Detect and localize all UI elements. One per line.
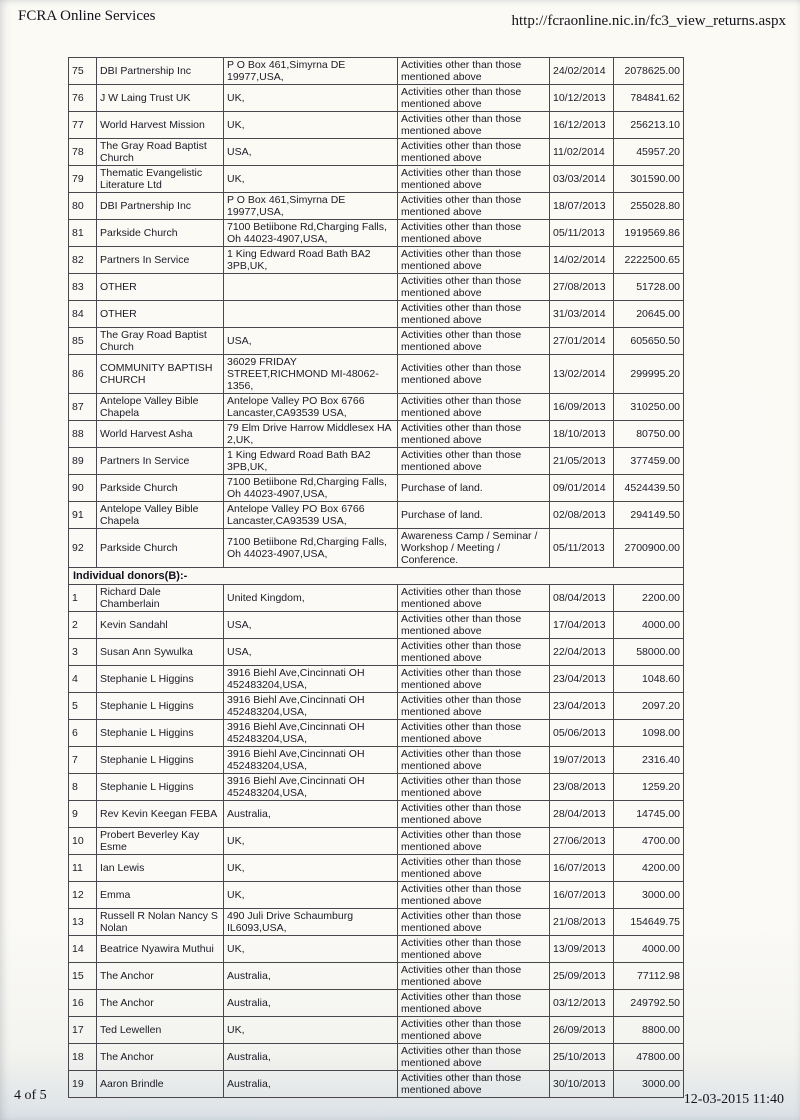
cell-name: COMMUNITY BAPTISH CHURCH [97,355,224,394]
cell-no: 75 [69,58,97,85]
cell-purpose: Activities other than those mentioned above [398,448,550,475]
print-datetime: 12-03-2015 11:40 [683,1092,784,1107]
cell-name: Probert Beverley Kay Esme [97,828,224,855]
table-row [69,936,684,963]
table-row [69,693,684,720]
cell-date: 16/07/2013 [550,855,614,882]
cell-no: 87 [69,394,97,421]
cell-amount: 154649.75 [614,909,684,936]
cell-amount: 2097.20 [614,693,684,720]
table-row [69,502,684,529]
cell-name: J W Laing Trust UK [97,85,224,112]
cell-amount: 4700.00 [614,828,684,855]
table-row [69,421,684,448]
table-row [69,774,684,801]
cell-amount: 47800.00 [614,1044,684,1071]
cell-purpose: Activities other than those mentioned above [398,421,550,448]
cell-address: 3916 Biehl Ave,Cincinnati OH 452483204,USA, [224,774,398,801]
cell-purpose: Activities other than those mentioned above [398,1071,550,1098]
table-row [69,828,684,855]
cell-date: 21/08/2013 [550,909,614,936]
table-row [69,1017,684,1044]
cell-date: 26/09/2013 [550,1017,614,1044]
cell-purpose: Activities other than those mentioned above [398,1017,550,1044]
cell-purpose: Activities other than those mentioned above [398,801,550,828]
cell-address: USA, [224,639,398,666]
cell-address: Antelope Valley PO Box 6766 Lancaster,CA93539 USA, [224,502,398,529]
cell-name: DBI Partnership Inc [97,193,224,220]
cell-date: 22/04/2013 [550,639,614,666]
cell-purpose: Activities other than those mentioned above [398,612,550,639]
cell-purpose: Purchase of land. [398,502,550,529]
cell-purpose: Activities other than those mentioned above [398,139,550,166]
cell-amount: 1098.00 [614,720,684,747]
cell-amount: 8800.00 [614,1017,684,1044]
cell-address: Australia, [224,963,398,990]
cell-no: 11 [69,855,97,882]
donor-returns-table [68,57,684,1098]
cell-purpose: Activities other than those mentioned above [398,394,550,421]
cell-name: The Gray Road Baptist Church [97,328,224,355]
cell-date: 19/07/2013 [550,747,614,774]
cell-address: UK, [224,112,398,139]
cell-address: UK, [224,936,398,963]
cell-address: 1 King Edward Road Bath BA2 3PB,UK, [224,448,398,475]
cell-amount: 256213.10 [614,112,684,139]
cell-no: 7 [69,747,97,774]
cell-amount: 51728.00 [614,274,684,301]
cell-date: 16/09/2013 [550,394,614,421]
table-row [69,328,684,355]
cell-purpose: Activities other than those mentioned above [398,639,550,666]
cell-no: 5 [69,693,97,720]
cell-no: 77 [69,112,97,139]
cell-amount: 80750.00 [614,421,684,448]
cell-address: 36029 FRIDAY STREET,RICHMOND MI-48062-1356, [224,355,398,394]
cell-purpose: Activities other than those mentioned above [398,882,550,909]
cell-name: Thematic Evangelistic Literature Ltd [97,166,224,193]
cell-amount: 605650.50 [614,328,684,355]
cell-name: Aaron Brindle [97,1071,224,1098]
cell-date: 14/02/2014 [550,247,614,274]
cell-no: 78 [69,139,97,166]
table-row [69,247,684,274]
table-row [69,855,684,882]
cell-date: 05/11/2013 [550,529,614,568]
cell-address: P O Box 461,Simyrna DE 19977,USA, [224,193,398,220]
cell-no: 10 [69,828,97,855]
cell-name: The Anchor [97,963,224,990]
cell-purpose: Activities other than those mentioned above [398,963,550,990]
cell-date: 17/04/2013 [550,612,614,639]
table-row [69,666,684,693]
cell-date: 02/08/2013 [550,502,614,529]
cell-no: 19 [69,1071,97,1098]
cell-name: Stephanie L Higgins [97,666,224,693]
table-row [69,139,684,166]
cell-amount: 784841.62 [614,85,684,112]
table-row [69,301,684,328]
cell-amount: 294149.50 [614,502,684,529]
cell-no: 84 [69,301,97,328]
cell-name: Richard Dale Chamberlain [97,585,224,612]
cell-amount: 310250.00 [614,394,684,421]
table-row [69,585,684,612]
table-row [69,1044,684,1071]
cell-amount: 14745.00 [614,801,684,828]
cell-amount: 255028.80 [614,193,684,220]
cell-name: Stephanie L Higgins [97,747,224,774]
page-number: 4 of 5 [14,1088,47,1103]
table-row [69,475,684,502]
cell-purpose: Activities other than those mentioned above [398,166,550,193]
cell-amount: 301590.00 [614,166,684,193]
cell-name: Parkside Church [97,220,224,247]
cell-no: 3 [69,639,97,666]
cell-purpose: Activities other than those mentioned above [398,774,550,801]
cell-no: 91 [69,502,97,529]
individual-donors-section-label: Individual donors(B):- [69,568,684,585]
cell-purpose: Purchase of land. [398,475,550,502]
cell-address: 3916 Biehl Ave,Cincinnati OH 452483204,USA, [224,693,398,720]
cell-date: 05/06/2013 [550,720,614,747]
cell-address: 3916 Biehl Ave,Cincinnati OH 452483204,USA, [224,720,398,747]
cell-no: 14 [69,936,97,963]
cell-address: 79 Elm Drive Harrow Middlesex HA 2,UK, [224,421,398,448]
cell-date: 18/10/2013 [550,421,614,448]
cell-purpose: Activities other than those mentioned above [398,1044,550,1071]
cell-purpose: Activities other than those mentioned above [398,247,550,274]
table-row [69,448,684,475]
table-row [69,529,684,568]
cell-date: 23/04/2013 [550,693,614,720]
cell-no: 2 [69,612,97,639]
cell-amount: 249792.50 [614,990,684,1017]
cell-no: 85 [69,328,97,355]
cell-no: 8 [69,774,97,801]
cell-purpose: Activities other than those mentioned above [398,355,550,394]
table-row [69,801,684,828]
cell-name: Partners In Service [97,448,224,475]
cell-name: Antelope Valley Bible Chapela [97,502,224,529]
section-header-body [69,568,684,585]
cell-amount: 2200.00 [614,585,684,612]
cell-purpose: Activities other than those mentioned above [398,58,550,85]
cell-address: Antelope Valley PO Box 6766 Lancaster,CA93539 USA, [224,394,398,421]
cell-no: 15 [69,963,97,990]
document-title: FCRA Online Services [18,8,156,24]
table-row [69,58,684,85]
cell-address: 1 King Edward Road Bath BA2 3PB,UK, [224,247,398,274]
table-row [69,747,684,774]
cell-amount: 3000.00 [614,882,684,909]
cell-no: 17 [69,1017,97,1044]
cell-no: 13 [69,909,97,936]
cell-purpose: Activities other than those mentioned above [398,328,550,355]
cell-date: 03/03/2014 [550,166,614,193]
cell-amount: 1259.20 [614,774,684,801]
cell-address: P O Box 461,Simyrna DE 19977,USA, [224,58,398,85]
cell-amount: 299995.20 [614,355,684,394]
table-row [69,394,684,421]
cell-no: 89 [69,448,97,475]
cell-address: UK, [224,855,398,882]
cell-address: Australia, [224,990,398,1017]
table-row [69,112,684,139]
cell-name: Stephanie L Higgins [97,774,224,801]
cell-name: Parkside Church [97,529,224,568]
cell-date: 31/03/2014 [550,301,614,328]
table-row [69,85,684,112]
cell-date: 25/10/2013 [550,1044,614,1071]
section-header-row [69,568,684,585]
cell-no: 86 [69,355,97,394]
table-row [69,882,684,909]
cell-no: 80 [69,193,97,220]
cell-name: Beatrice Nyawira Muthui [97,936,224,963]
cell-name: Emma [97,882,224,909]
cell-no: 18 [69,1044,97,1071]
cell-amount: 2316.40 [614,747,684,774]
cell-no: 76 [69,85,97,112]
cell-no: 4 [69,666,97,693]
cell-purpose: Activities other than those mentioned above [398,220,550,247]
cell-purpose: Activities other than those mentioned above [398,990,550,1017]
cell-name: Susan Ann Sywulka [97,639,224,666]
cell-address: Australia, [224,1071,398,1098]
cell-address: UK, [224,1017,398,1044]
cell-no: 6 [69,720,97,747]
cell-name: World Harvest Mission [97,112,224,139]
cell-name: Ted Lewellen [97,1017,224,1044]
table-row [69,963,684,990]
cell-address [224,274,398,301]
cell-amount: 2700900.00 [614,529,684,568]
cell-address: 7100 Betiibone Rd,Charging Falls, Oh 44023-4907,USA, [224,220,398,247]
cell-no: 88 [69,421,97,448]
cell-address: 7100 Betiibone Rd,Charging Falls, Oh 44023-4907,USA, [224,529,398,568]
cell-purpose: Activities other than those mentioned above [398,112,550,139]
cell-no: 16 [69,990,97,1017]
cell-address: 7100 Betiibone Rd,Charging Falls, Oh 44023-4907,USA, [224,475,398,502]
table-row [69,166,684,193]
cell-name: The Anchor [97,990,224,1017]
table-row [69,193,684,220]
table-row [69,220,684,247]
cell-amount: 3000.00 [614,1071,684,1098]
cell-name: The Gray Road Baptist Church [97,139,224,166]
cell-amount: 4000.00 [614,612,684,639]
cell-address: 490 Juli Drive Schaumburg IL6093,USA, [224,909,398,936]
cell-date: 23/08/2013 [550,774,614,801]
table-row [69,274,684,301]
cell-purpose: Activities other than those mentioned above [398,855,550,882]
cell-address: USA, [224,328,398,355]
table-row [69,639,684,666]
cell-name: The Anchor [97,1044,224,1071]
cell-purpose: Activities other than those mentioned above [398,666,550,693]
cell-name: Stephanie L Higgins [97,720,224,747]
cell-no: 90 [69,475,97,502]
cell-amount: 2078625.00 [614,58,684,85]
cell-amount: 4200.00 [614,855,684,882]
cell-no: 12 [69,882,97,909]
cell-address: UK, [224,166,398,193]
cell-date: 11/02/2014 [550,139,614,166]
cell-no: 1 [69,585,97,612]
cell-name: Stephanie L Higgins [97,693,224,720]
cell-purpose: Activities other than those mentioned above [398,85,550,112]
cell-address: 3916 Biehl Ave,Cincinnati OH 452483204,USA, [224,747,398,774]
cell-date: 24/02/2014 [550,58,614,85]
cell-purpose: Awareness Camp / Seminar / Workshop / Meeting / Conference. [398,529,550,568]
cell-amount: 377459.00 [614,448,684,475]
cell-amount: 77112.98 [614,963,684,990]
cell-no: 9 [69,801,97,828]
cell-amount: 1048.60 [614,666,684,693]
cell-date: 25/09/2013 [550,963,614,990]
cell-date: 13/02/2014 [550,355,614,394]
cell-no: 81 [69,220,97,247]
cell-date: 30/10/2013 [550,1071,614,1098]
cell-address [224,301,398,328]
cell-purpose: Activities other than those mentioned above [398,936,550,963]
cell-purpose: Activities other than those mentioned above [398,693,550,720]
cell-name: OTHER [97,301,224,328]
cell-name: DBI Partnership Inc [97,58,224,85]
cell-address: UK, [224,828,398,855]
cell-name: World Harvest Asha [97,421,224,448]
cell-amount: 4524439.50 [614,475,684,502]
cell-address: USA, [224,139,398,166]
table-row [69,355,684,394]
cell-date: 10/12/2013 [550,85,614,112]
table-row [69,1071,684,1098]
cell-address: United Kingdom, [224,585,398,612]
table-row [69,720,684,747]
cell-address: Australia, [224,801,398,828]
cell-name: Partners In Service [97,247,224,274]
cell-date: 27/01/2014 [550,328,614,355]
individual-donor-rows [69,585,684,1098]
table-row [69,909,684,936]
cell-purpose: Activities other than those mentioned above [398,747,550,774]
cell-purpose: Activities other than those mentioned above [398,909,550,936]
cell-date: 03/12/2013 [550,990,614,1017]
cell-date: 27/08/2013 [550,274,614,301]
cell-name: Antelope Valley Bible Chapela [97,394,224,421]
cell-date: 05/11/2013 [550,220,614,247]
cell-date: 16/07/2013 [550,882,614,909]
cell-address: 3916 Biehl Ave,Cincinnati OH 452483204,USA, [224,666,398,693]
cell-date: 13/09/2013 [550,936,614,963]
cell-date: 08/04/2013 [550,585,614,612]
cell-amount: 2222500.65 [614,247,684,274]
cell-name: Rev Kevin Keegan FEBA [97,801,224,828]
cell-purpose: Activities other than those mentioned above [398,828,550,855]
cell-name: Ian Lewis [97,855,224,882]
cell-purpose: Activities other than those mentioned above [398,301,550,328]
cell-no: 82 [69,247,97,274]
cell-address: Australia, [224,1044,398,1071]
cell-amount: 45957.20 [614,139,684,166]
cell-date: 23/04/2013 [550,666,614,693]
cell-date: 27/06/2013 [550,828,614,855]
cell-purpose: Activities other than those mentioned above [398,193,550,220]
cell-name: Kevin Sandahl [97,612,224,639]
cell-no: 79 [69,166,97,193]
cell-date: 28/04/2013 [550,801,614,828]
cell-purpose: Activities other than those mentioned above [398,720,550,747]
cell-purpose: Activities other than those mentioned above [398,585,550,612]
table-row [69,612,684,639]
cell-date: 16/12/2013 [550,112,614,139]
cell-no: 83 [69,274,97,301]
cell-name: Russell R Nolan Nancy S Nolan [97,909,224,936]
cell-amount: 58000.00 [614,639,684,666]
cell-date: 18/07/2013 [550,193,614,220]
cell-address: UK, [224,882,398,909]
cell-address: UK, [224,85,398,112]
cell-amount: 20645.00 [614,301,684,328]
cell-purpose: Activities other than those mentioned above [398,274,550,301]
source-url-text: http://fcraonline.nic.in/fc3_view_returns.aspx [511,13,786,29]
cell-name: Parkside Church [97,475,224,502]
cell-date: 21/05/2013 [550,448,614,475]
table-row [69,990,684,1017]
institutional-donor-rows [69,58,684,568]
cell-no: 92 [69,529,97,568]
cell-amount: 1919569.86 [614,220,684,247]
cell-date: 09/01/2014 [550,475,614,502]
cell-name: OTHER [97,274,224,301]
cell-amount: 4000.00 [614,936,684,963]
cell-address: USA, [224,612,398,639]
